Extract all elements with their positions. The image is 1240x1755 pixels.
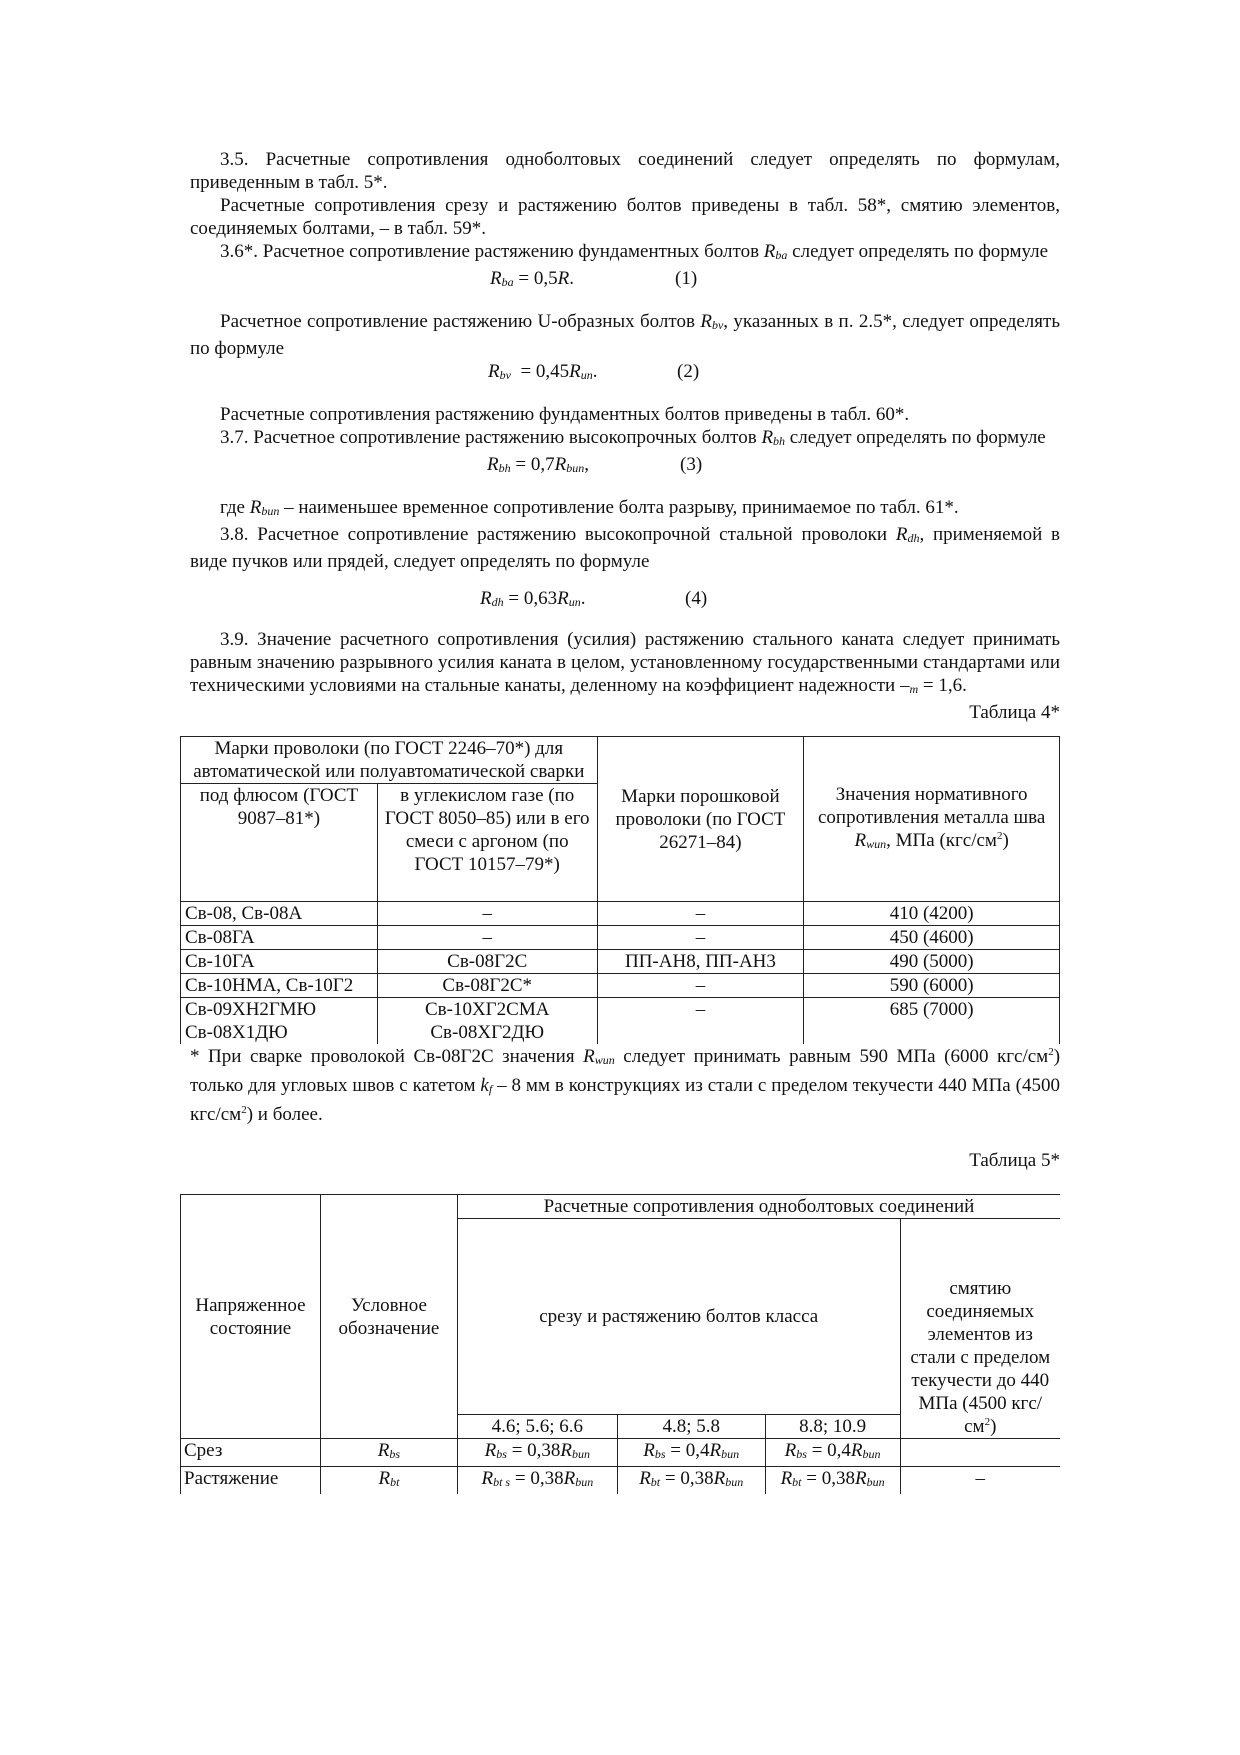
header-state: Напряженное состояние: [181, 1195, 321, 1439]
text: следует принимать равным 590 МПа (6000 кгс/см: [614, 1046, 1049, 1067]
text: * При сварке проволокой Св-08Г2С значения: [190, 1046, 584, 1067]
text: 3.8. Расчетное сопротивление растяжению высокопрочной стальной проволоки: [220, 524, 896, 545]
cell: Срез: [181, 1439, 321, 1467]
paragraph-3-6: 3.6*. Расчетное сопротивление растяжению фундаментных болтов Rba следует определять по формуле: [220, 241, 1049, 262]
cell: Св-08ГА: [181, 926, 378, 950]
cell: Св-08Г2С: [377, 950, 597, 974]
document-page: [184, 148, 1061, 1494]
cell: –: [377, 926, 597, 950]
cell: 410 (4200): [804, 902, 1060, 926]
paragraph-3-9: 3.9. Значение расчетного сопротивления (усилия) растяжению стального каната следует принимать равным значению разрывного усилия каната в целом, установленному государственными стандартами или техническими условиями на стальные канаты, деленному на коэффициент надежности –m = 1,6.: [190, 629, 1060, 696]
cell: Св-10ХГ2СМА Св-08ХГ2ДЮ: [377, 998, 597, 1045]
cell: 450 (4600): [804, 926, 1060, 950]
paragraph-3-8: 3.8. Расчетное сопротивление растяжению высокопрочной стальной проволоки Rdh, применяемой в виде пучков или прядей, следует определять по формуле: [190, 524, 1060, 572]
paragraph-3-5: 3.5. Расчетные сопротивления одноболтовых соединений следует определять по формулам, приведенным в табл. 5*.: [190, 149, 1060, 193]
header-powder: Марки порошковой проволоки (по ГОСТ 26271–84): [597, 737, 804, 902]
text: ) и более.: [246, 1104, 323, 1125]
cell: Св-09ХН2ГМЮ Св-08Х1ДЮ: [181, 998, 378, 1045]
text: Значения нормативного сопротивления металла шва: [818, 783, 1046, 828]
table-row: [181, 1439, 1061, 1467]
cell: –: [900, 1467, 1060, 1495]
table-4-caption: Таблица 4*: [969, 702, 1060, 723]
header-shear: срезу и растяжению болтов класса: [457, 1219, 900, 1415]
paragraph-3-7: 3.7. Расчетное сопротивление растяжению высокопрочных болтов Rbh следует определять по формуле: [220, 427, 1046, 448]
text: , применяемой в виде пучков или прядей, следует определять по формуле: [190, 524, 1060, 572]
text: = 1,6.: [918, 675, 967, 696]
cell: Rbt: [320, 1467, 457, 1495]
text: , указанных в п. 2.5*, следует определять по формуле: [190, 311, 1060, 359]
formula-2: Rbv = 0,45Run. (2): [488, 361, 700, 382]
cell: ПП-АН8, ПП-АН3: [597, 950, 804, 974]
table-row: [181, 998, 1060, 1045]
header-group: Расчетные сопротивления одноболтовых соединений: [457, 1195, 1060, 1219]
cell: 590 (6000): [804, 974, 1060, 998]
formula-number: (1): [675, 268, 698, 289]
cell: Rbt = 0,38Rbun: [765, 1467, 900, 1495]
text: 3.9. Значение расчетного сопротивления (усилия) растяжению стального каната следует принимать равным значению разрывного усилия каната в целом, установленному государственными стандартами или техническими условиями на стальные канаты, деленному на коэффициент надежности: [190, 629, 1060, 696]
paragraph-fund: Расчетные сопротивления растяжению фундаментных болтов приведены в табл. 60*.: [220, 404, 910, 425]
header-class-2: 4.8; 5.8: [617, 1415, 765, 1439]
formula-3: Rbh = 0,7Rbun, (3): [487, 454, 703, 475]
table-row: [181, 974, 1060, 998]
cell: –: [377, 902, 597, 926]
text: , МПа (кгс/см: [886, 829, 997, 851]
cell: [900, 1439, 1060, 1467]
text: 3.6*. Расчетное сопротивление растяжению фундаментных болтов: [220, 241, 764, 262]
cell: Rbt = 0,38Rbun: [617, 1467, 765, 1495]
table-5-caption: Таблица 5*: [969, 1150, 1060, 1171]
cell: Rbt s = 0,38Rbun: [457, 1467, 617, 1495]
header-flux: под флюсом (ГОСТ 9087–81*): [181, 784, 378, 902]
formula-number: (2): [677, 361, 700, 382]
text: где: [220, 497, 250, 518]
text: ) только для угловых швов с катетом: [190, 1046, 1061, 1096]
cell: –: [597, 974, 804, 998]
table-4-footnote: * При сварке проволокой Св-08Г2С значения Rwun следует принимать равным 590 МПа (6000 кгс/$см^2$) только для угловых швов с катетом kf – 8 мм в конструкциях из стали с пределом текучести 440 МПа (4500 кгс/$см^2$) и более.: [190, 1046, 1061, 1125]
formula-number: (3): [680, 454, 703, 475]
table-4: [180, 736, 1060, 1044]
text: смятию соединяемых элементов из стали с пределом текучести до 440 МПа (4500 кгс/см: [910, 1278, 1051, 1437]
cell: 490 (5000): [804, 950, 1060, 974]
formula-1: Rba = 0,5R. (1): [490, 268, 698, 289]
header-bearing: смятию соединяемых элементов из стали с пределом текучести до 440 МПа (4500 кгс/$см^2$): [900, 1219, 1060, 1439]
paragraph-where: где Rbun – наименьшее временное сопротивление болта разрыву, принимаемое по табл. 61*.: [220, 497, 959, 518]
cell: Rbs = 0,38Rbun: [457, 1439, 617, 1467]
table-row: [181, 926, 1060, 950]
table-row: [181, 950, 1060, 974]
header-class-1: 4.6; 5.6; 6.6: [457, 1415, 617, 1439]
header-co2: в углекислом газе (по ГОСТ 8050–85) или в его смеси с аргоном (по ГОСТ 10157–79*): [377, 784, 597, 902]
cell: Rbs: [320, 1439, 457, 1467]
header-class-3: 8.8; 10.9: [765, 1415, 900, 1439]
cell: 685 (7000): [804, 998, 1060, 1045]
formula-4: Rdh = 0,63Run. (4): [480, 588, 708, 609]
cell: –: [597, 902, 804, 926]
cell: Св-10ГА: [181, 950, 378, 974]
cell: Rbs = 0,4Rbun: [617, 1439, 765, 1467]
cell: Св-08Г2С*: [377, 974, 597, 998]
text: следует определять по формуле: [785, 427, 1046, 448]
header-wire: Марки проволоки (по ГОСТ 2246–70*) для автоматической или полуавтоматической сварки: [181, 737, 598, 784]
table-row: [181, 902, 1060, 926]
cell: Rbs = 0,4Rbun: [765, 1439, 900, 1467]
header-symbol: Условное обозначение: [320, 1195, 457, 1439]
table-5: [180, 1194, 1060, 1494]
cell: –: [597, 926, 804, 950]
table-row: [181, 1467, 1061, 1495]
paragraph-u-bolt: Расчетное сопротивление растяжению U-образных болтов Rbv, указанных в п. 2.5*, следует определять по формуле: [190, 311, 1060, 359]
text: – наименьшее временное сопротивление болта разрыву, принимаемое по табл. 61*.: [279, 497, 959, 518]
text: следует определять по формуле: [787, 241, 1049, 262]
text: – 8 мм в конструкциях из стали с пределом текучести 440 МПа (4500 кгс/см: [190, 1075, 1060, 1125]
header-value: Значения нормативного сопротивления металла шва Rwun, МПа $(кгс/см^2)$: [804, 737, 1060, 902]
cell: Св-08, Св-08А: [181, 902, 378, 926]
cell: –: [597, 998, 804, 1045]
formula-number: (4): [685, 588, 708, 609]
text: Расчетное сопротивление растяжению U-образных болтов: [220, 311, 701, 332]
text: 3.7. Расчетное сопротивление растяжению высокопрочных болтов: [220, 427, 762, 448]
cell: Растяжение: [181, 1467, 321, 1495]
paragraph-3-5-cont: Расчетные сопротивления срезу и растяжению болтов приведены в табл. 58*, смятию элементов, соединяемых болтами, – в табл. 59*.: [190, 195, 1060, 239]
cell: Св-10НМА, Св-10Г2: [181, 974, 378, 998]
